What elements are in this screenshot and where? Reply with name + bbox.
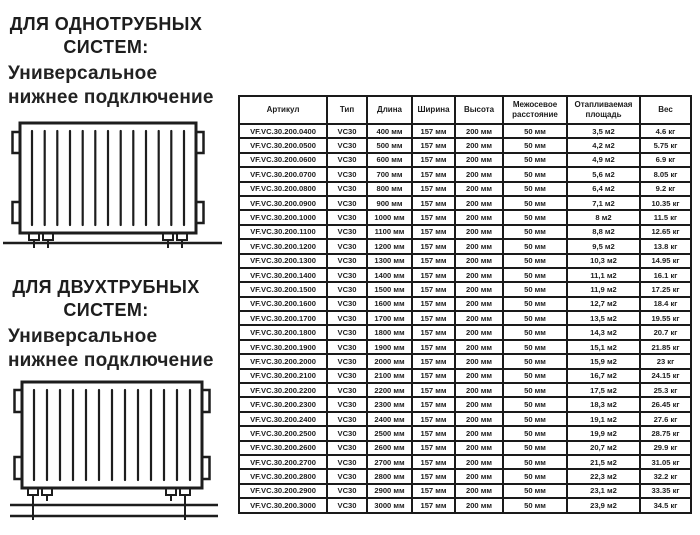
table-cell: 18.4 кг <box>640 297 691 311</box>
table-cell: 50 мм <box>503 412 567 426</box>
table-cell: 6.9 кг <box>640 153 691 167</box>
table-cell: 50 мм <box>503 455 567 469</box>
table-row <box>239 441 691 455</box>
table-cell: VC30 <box>327 412 367 426</box>
table-cell: 20,7 м2 <box>567 441 640 455</box>
table-cell: 157 мм <box>412 210 455 224</box>
table-cell: 157 мм <box>412 124 455 138</box>
table-cell: VF.VC.30.200.3000 <box>239 498 327 512</box>
table-cell: VF.VC.30.200.2000 <box>239 354 327 368</box>
table-cell: 15,9 м2 <box>567 354 640 368</box>
table-cell: VC30 <box>327 182 367 196</box>
table-cell: 50 мм <box>503 397 567 411</box>
table-cell: 157 мм <box>412 282 455 296</box>
table-row <box>239 340 691 354</box>
table-row <box>239 498 691 512</box>
table-cell: 50 мм <box>503 268 567 282</box>
table-cell: VC30 <box>327 426 367 440</box>
table-cell: VF.VC.30.200.2700 <box>239 455 327 469</box>
table-cell: 50 мм <box>503 441 567 455</box>
table-cell: 200 мм <box>455 383 503 397</box>
table-cell: 16.1 кг <box>640 268 691 282</box>
section-title-line: ДЛЯ ОДНОТРУБНЫХ <box>9 14 203 34</box>
section-subtitle-line: Универсальное <box>8 326 158 347</box>
table-cell: 50 мм <box>503 254 567 268</box>
table-row <box>239 196 691 210</box>
table-cell: 200 мм <box>455 311 503 325</box>
table-row <box>239 124 691 138</box>
left-panel <box>0 0 232 535</box>
table-cell: VC30 <box>327 325 367 339</box>
table-cell: 4,2 м2 <box>567 138 640 152</box>
table-cell: 1000 мм <box>367 210 412 224</box>
table-cell: 400 мм <box>367 124 412 138</box>
table-row <box>239 354 691 368</box>
table-row <box>239 412 691 426</box>
table-cell: VC30 <box>327 268 367 282</box>
table-cell: 1100 мм <box>367 225 412 239</box>
section-title-single-pipe <box>0 13 212 59</box>
table-cell: VF.VC.30.200.0900 <box>239 196 327 210</box>
table-cell: 200 мм <box>455 282 503 296</box>
table-cell: 50 мм <box>503 282 567 296</box>
table-cell: 13.8 кг <box>640 239 691 253</box>
table-row <box>239 282 691 296</box>
table-cell: VC30 <box>327 153 367 167</box>
table-cell: VF.VC.30.200.1800 <box>239 325 327 339</box>
table-cell: 6,4 м2 <box>567 182 640 196</box>
table-cell: 23,1 м2 <box>567 484 640 498</box>
table-cell: 50 мм <box>503 369 567 383</box>
table-cell: 2100 мм <box>367 369 412 383</box>
table-cell: 1600 мм <box>367 297 412 311</box>
table-cell: 1200 мм <box>367 239 412 253</box>
table-cell: 200 мм <box>455 441 503 455</box>
section-title-two-pipe <box>0 276 212 322</box>
table-cell: VC30 <box>327 225 367 239</box>
table-cell: 5,6 м2 <box>567 167 640 181</box>
table-cell: VC30 <box>327 297 367 311</box>
table-cell: VF.VC.30.200.2600 <box>239 441 327 455</box>
table-cell: 9.2 кг <box>640 182 691 196</box>
table-cell: 157 мм <box>412 498 455 512</box>
table-cell: 50 мм <box>503 225 567 239</box>
table-cell: VC30 <box>327 210 367 224</box>
table-cell: 12,7 м2 <box>567 297 640 311</box>
table-cell: 200 мм <box>455 297 503 311</box>
table-cell: 157 мм <box>412 397 455 411</box>
table-cell: VF.VC.30.200.1100 <box>239 225 327 239</box>
table-row <box>239 426 691 440</box>
column-header: Тип <box>327 96 367 124</box>
table-cell: 200 мм <box>455 225 503 239</box>
table-cell: 50 мм <box>503 426 567 440</box>
table-row <box>239 239 691 253</box>
table-cell: 19,9 м2 <box>567 426 640 440</box>
table-cell: 1800 мм <box>367 325 412 339</box>
table-cell: VF.VC.30.200.1400 <box>239 268 327 282</box>
table-cell: 800 мм <box>367 182 412 196</box>
table-cell: 50 мм <box>503 325 567 339</box>
table-cell: 50 мм <box>503 340 567 354</box>
table-cell: VF.VC.30.200.2800 <box>239 469 327 483</box>
table-cell: 200 мм <box>455 426 503 440</box>
table-cell: 4,9 м2 <box>567 153 640 167</box>
spec-table-container <box>238 95 690 514</box>
table-cell: 200 мм <box>455 182 503 196</box>
table-cell: 2000 мм <box>367 354 412 368</box>
table-cell: 50 мм <box>503 484 567 498</box>
column-header: Артикул <box>239 96 327 124</box>
table-cell: 157 мм <box>412 354 455 368</box>
table-cell: 4.6 кг <box>640 124 691 138</box>
table-cell: VF.VC.30.200.2500 <box>239 426 327 440</box>
table-cell: VC30 <box>327 282 367 296</box>
table-cell: 157 мм <box>412 383 455 397</box>
table-cell: VC30 <box>327 138 367 152</box>
table-cell: 11,1 м2 <box>567 268 640 282</box>
table-cell: 200 мм <box>455 484 503 498</box>
table-cell: VC30 <box>327 455 367 469</box>
table-cell: 50 мм <box>503 469 567 483</box>
table-cell: 13,5 м2 <box>567 311 640 325</box>
table-cell: 23,9 м2 <box>567 498 640 512</box>
table-cell: 900 мм <box>367 196 412 210</box>
table-cell: 200 мм <box>455 138 503 152</box>
table-cell: VC30 <box>327 340 367 354</box>
table-cell: 157 мм <box>412 167 455 181</box>
table-cell: VF.VC.30.200.0500 <box>239 138 327 152</box>
table-cell: 200 мм <box>455 369 503 383</box>
table-cell: 200 мм <box>455 325 503 339</box>
table-cell: 157 мм <box>412 426 455 440</box>
table-cell: VF.VC.30.200.0600 <box>239 153 327 167</box>
table-cell: 34.5 кг <box>640 498 691 512</box>
table-row <box>239 325 691 339</box>
section-title-line: СИСТЕМ: <box>63 300 149 320</box>
table-cell: 1700 мм <box>367 311 412 325</box>
table-cell: 157 мм <box>412 182 455 196</box>
table-cell: 200 мм <box>455 354 503 368</box>
table-cell: 12.65 кг <box>640 225 691 239</box>
table-cell: 2900 мм <box>367 484 412 498</box>
table-row <box>239 268 691 282</box>
table-row <box>239 369 691 383</box>
table-cell: 157 мм <box>412 153 455 167</box>
table-row <box>239 167 691 181</box>
table-cell: 50 мм <box>503 124 567 138</box>
table-cell: 25.3 кг <box>640 383 691 397</box>
table-cell: 21,5 м2 <box>567 455 640 469</box>
table-cell: VC30 <box>327 484 367 498</box>
section-title-line: СИСТЕМ: <box>63 37 149 57</box>
table-cell: VC30 <box>327 167 367 181</box>
table-cell: VC30 <box>327 196 367 210</box>
section-title-line: ДЛЯ ДВУХТРУБНЫХ <box>12 277 200 297</box>
table-cell: VC30 <box>327 124 367 138</box>
column-header: Ширина <box>412 96 455 124</box>
table-cell: 50 мм <box>503 297 567 311</box>
table-cell: 3000 мм <box>367 498 412 512</box>
table-row <box>239 311 691 325</box>
column-header: Длина <box>367 96 412 124</box>
table-cell: VF.VC.30.200.1000 <box>239 210 327 224</box>
table-cell: 1400 мм <box>367 268 412 282</box>
section-subtitle-two-pipe <box>8 325 232 373</box>
table-row <box>239 297 691 311</box>
table-cell: 18,3 м2 <box>567 397 640 411</box>
table-cell: 157 мм <box>412 268 455 282</box>
table-cell: 8,8 м2 <box>567 225 640 239</box>
table-cell: VC30 <box>327 383 367 397</box>
table-cell: 157 мм <box>412 325 455 339</box>
table-cell: 157 мм <box>412 239 455 253</box>
table-cell: VF.VC.30.200.2100 <box>239 369 327 383</box>
table-cell: 50 мм <box>503 153 567 167</box>
table-cell: 50 мм <box>503 182 567 196</box>
table-cell: 33.35 кг <box>640 484 691 498</box>
table-cell: 8.05 кг <box>640 167 691 181</box>
table-cell: 200 мм <box>455 268 503 282</box>
table-cell: 200 мм <box>455 469 503 483</box>
table-cell: 200 мм <box>455 239 503 253</box>
table-row <box>239 397 691 411</box>
table-cell: 200 мм <box>455 455 503 469</box>
section-subtitle-line: нижнее подключение <box>8 350 214 371</box>
table-cell: 50 мм <box>503 383 567 397</box>
table-row <box>239 182 691 196</box>
table-cell: 1300 мм <box>367 254 412 268</box>
table-cell: 157 мм <box>412 484 455 498</box>
table-cell: 200 мм <box>455 153 503 167</box>
table-row <box>239 484 691 498</box>
table-cell: 28.75 кг <box>640 426 691 440</box>
table-cell: 14.95 кг <box>640 254 691 268</box>
radiator-single-pipe-diagram <box>0 107 228 253</box>
table-cell: 31.05 кг <box>640 455 691 469</box>
table-cell: 23 кг <box>640 354 691 368</box>
table-cell: 29.9 кг <box>640 441 691 455</box>
table-cell: 50 мм <box>503 239 567 253</box>
table-row <box>239 254 691 268</box>
table-cell: VC30 <box>327 498 367 512</box>
table-row <box>239 210 691 224</box>
table-cell: 2500 мм <box>367 426 412 440</box>
table-cell: 2700 мм <box>367 455 412 469</box>
table-cell: 200 мм <box>455 196 503 210</box>
table-cell: 157 мм <box>412 441 455 455</box>
table-cell: VF.VC.30.200.0700 <box>239 167 327 181</box>
table-cell: 2400 мм <box>367 412 412 426</box>
table-cell: VF.VC.30.200.2900 <box>239 484 327 498</box>
section-subtitle-line: Универсальное <box>8 63 158 84</box>
table-cell: VF.VC.30.200.1900 <box>239 340 327 354</box>
table-cell: VF.VC.30.200.2200 <box>239 383 327 397</box>
table-cell: 5.75 кг <box>640 138 691 152</box>
table-cell: 11.5 кг <box>640 210 691 224</box>
table-cell: 50 мм <box>503 210 567 224</box>
table-cell: 22,3 м2 <box>567 469 640 483</box>
section-subtitle-line: нижнее подключение <box>8 87 214 108</box>
table-cell: VF.VC.30.200.0800 <box>239 182 327 196</box>
table-cell: VF.VC.30.200.2400 <box>239 412 327 426</box>
table-cell: VC30 <box>327 397 367 411</box>
table-cell: 2800 мм <box>367 469 412 483</box>
table-cell: VC30 <box>327 354 367 368</box>
table-header-row <box>239 96 691 124</box>
table-cell: 157 мм <box>412 254 455 268</box>
table-cell: 50 мм <box>503 354 567 368</box>
table-cell: 500 мм <box>367 138 412 152</box>
table-cell: 157 мм <box>412 225 455 239</box>
table-cell: VC30 <box>327 254 367 268</box>
table-cell: 20.7 кг <box>640 325 691 339</box>
table-cell: 200 мм <box>455 397 503 411</box>
table-cell: 157 мм <box>412 412 455 426</box>
table-cell: 11,9 м2 <box>567 282 640 296</box>
table-row <box>239 153 691 167</box>
table-cell: 2600 мм <box>367 441 412 455</box>
table-cell: VF.VC.30.200.1700 <box>239 311 327 325</box>
table-cell: 157 мм <box>412 311 455 325</box>
table-cell: 157 мм <box>412 196 455 210</box>
table-cell: 200 мм <box>455 498 503 512</box>
table-cell: 157 мм <box>412 138 455 152</box>
table-cell: 50 мм <box>503 196 567 210</box>
table-row <box>239 383 691 397</box>
table-cell: 19.55 кг <box>640 311 691 325</box>
table-cell: 200 мм <box>455 210 503 224</box>
column-header: Высота <box>455 96 503 124</box>
column-header: Межосевое расстояние <box>503 96 567 124</box>
table-cell: VC30 <box>327 441 367 455</box>
table-cell: VF.VC.30.200.1200 <box>239 239 327 253</box>
column-header: Вес <box>640 96 691 124</box>
table-cell: 157 мм <box>412 469 455 483</box>
table-cell: 8 м2 <box>567 210 640 224</box>
table-cell: 50 мм <box>503 167 567 181</box>
table-cell: VF.VC.30.200.2300 <box>239 397 327 411</box>
table-cell: 27.6 кг <box>640 412 691 426</box>
table-row <box>239 455 691 469</box>
table-cell: 157 мм <box>412 297 455 311</box>
table-cell: 3,5 м2 <box>567 124 640 138</box>
table-cell: 200 мм <box>455 167 503 181</box>
table-cell: 50 мм <box>503 311 567 325</box>
table-cell: 26.45 кг <box>640 397 691 411</box>
radiator-two-pipe-diagram <box>0 370 228 530</box>
table-cell: 19,1 м2 <box>567 412 640 426</box>
table-cell: 32.2 кг <box>640 469 691 483</box>
table-cell: 50 мм <box>503 138 567 152</box>
table-row <box>239 469 691 483</box>
table-cell: 15,1 м2 <box>567 340 640 354</box>
table-cell: 17,5 м2 <box>567 383 640 397</box>
table-cell: VC30 <box>327 239 367 253</box>
spec-table <box>238 95 692 514</box>
table-row <box>239 138 691 152</box>
table-cell: 2200 мм <box>367 383 412 397</box>
table-cell: 1500 мм <box>367 282 412 296</box>
table-cell: 200 мм <box>455 340 503 354</box>
table-cell: 9,5 м2 <box>567 239 640 253</box>
table-cell: VC30 <box>327 311 367 325</box>
table-cell: 1900 мм <box>367 340 412 354</box>
table-row <box>239 225 691 239</box>
table-cell: 21.85 кг <box>640 340 691 354</box>
table-cell: 200 мм <box>455 124 503 138</box>
table-cell: 200 мм <box>455 254 503 268</box>
table-cell: 700 мм <box>367 167 412 181</box>
table-cell: 16,7 м2 <box>567 369 640 383</box>
table-cell: VF.VC.30.200.0400 <box>239 124 327 138</box>
table-cell: 17.25 кг <box>640 282 691 296</box>
table-cell: 2300 мм <box>367 397 412 411</box>
table-cell: 157 мм <box>412 340 455 354</box>
table-cell: 50 мм <box>503 498 567 512</box>
table-cell: 24.15 кг <box>640 369 691 383</box>
table-cell: 7,1 м2 <box>567 196 640 210</box>
table-cell: VF.VC.30.200.1600 <box>239 297 327 311</box>
table-cell: 14,3 м2 <box>567 325 640 339</box>
table-cell: VC30 <box>327 369 367 383</box>
table-cell: VC30 <box>327 469 367 483</box>
table-cell: VF.VC.30.200.1500 <box>239 282 327 296</box>
table-cell: 200 мм <box>455 412 503 426</box>
table-cell: 157 мм <box>412 369 455 383</box>
table-cell: 600 мм <box>367 153 412 167</box>
table-cell: 157 мм <box>412 455 455 469</box>
section-subtitle-single-pipe <box>8 62 232 110</box>
table-cell: 10,3 м2 <box>567 254 640 268</box>
table-cell: VF.VC.30.200.1300 <box>239 254 327 268</box>
column-header: Отапливаемая площадь <box>567 96 640 124</box>
table-cell: 10.35 кг <box>640 196 691 210</box>
